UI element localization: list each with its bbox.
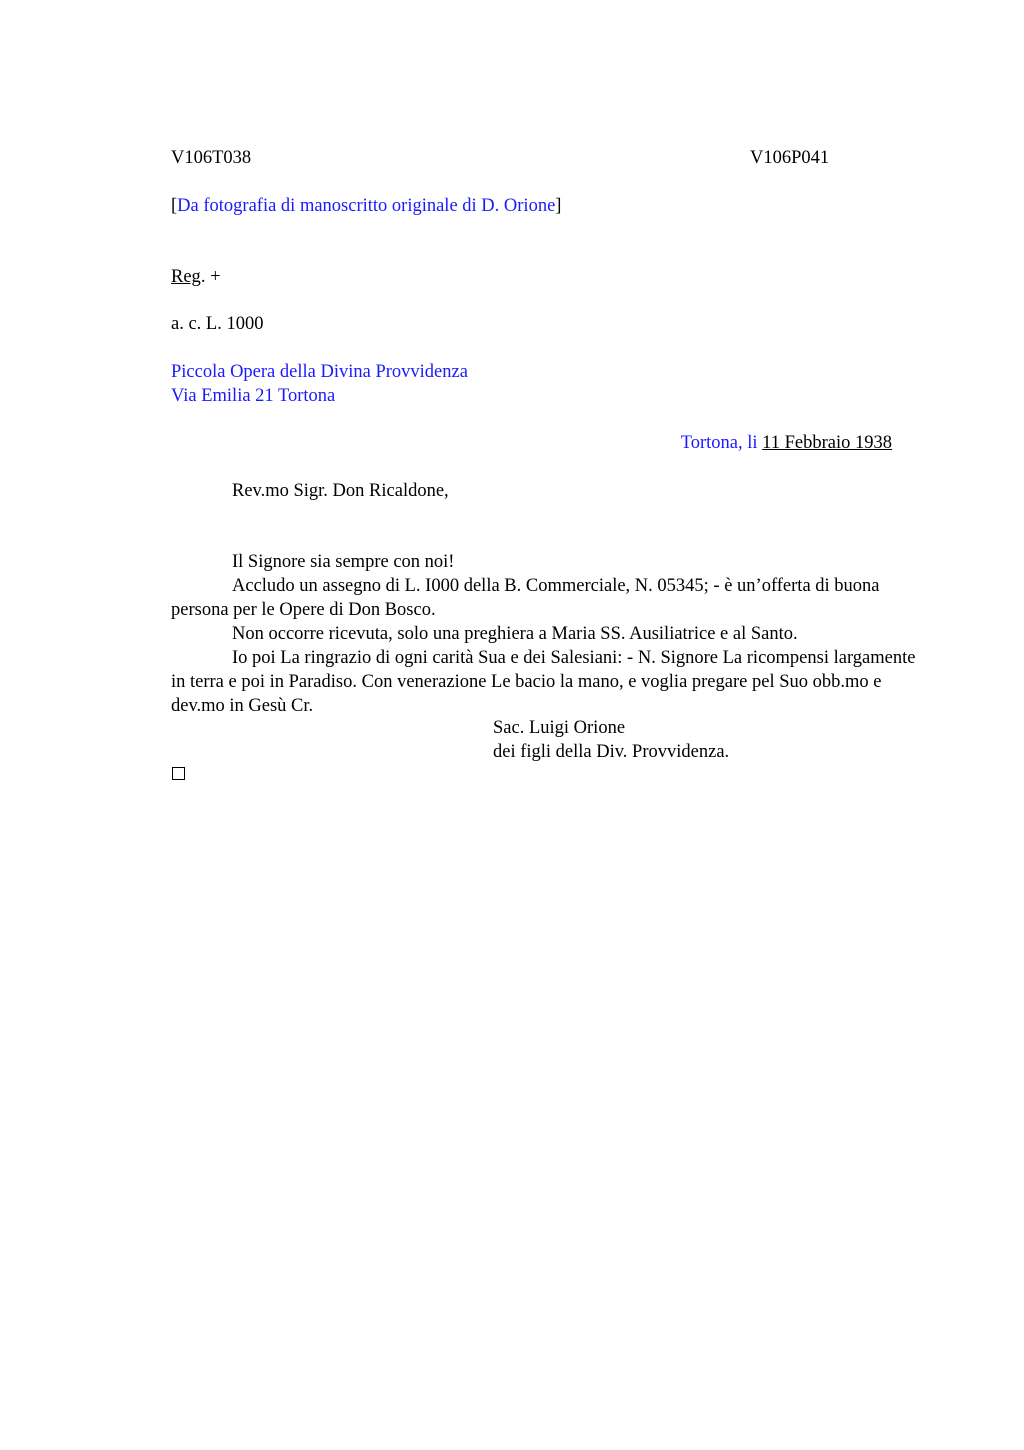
document-code-right: V106P041 [750,148,830,168]
date-place: Tortona, li [680,433,763,453]
empty-square-icon [172,767,185,780]
source-note [171,194,561,218]
registry-suffix: . + [200,267,221,287]
source-note-open-bracket: [ [171,196,178,216]
date-line [681,431,892,455]
letterhead-line-1: Piccola Opera della Divina Provvidenza [171,362,468,382]
source-note-close-bracket: ] [555,196,562,216]
salutation: Rev.mo Sigr. Don Ricaldone, [232,481,449,501]
date-value: 11 Febbraio 1938 [762,433,892,453]
registry-reg: Reg [171,267,201,287]
signature-line-2: dei figli della Div. Provvidenza. [493,742,730,762]
document-code-left: V106T038 [171,148,252,168]
letter-body [171,550,916,718]
source-note-text: Da fotografia di manoscritto originale di D. Orione [177,196,556,216]
letterhead-line-2: Via Emilia 21 Tortona [171,386,336,406]
signature-line-1: Sac. Luigi Orione [493,718,626,738]
body-paragraph-4: Io poi La ringrazio di ogni carità Sua e dei Salesiani: - N. Signore La ricompensi largamente in terra e poi in Paradiso. Con venerazione Le bacio la mano, e voglia pregare pel Suo obb.mo e dev.mo in Gesù Cr. [171,648,916,716]
body-paragraph-2: Accludo un assegno di L. I000 della B. Commerciale, N. 05345; - è un’offerta di buona persona per le Opere di Don Bosco. [171,576,880,620]
registry-line [171,265,221,289]
amount-note: a. c. L. 1000 [171,314,264,334]
body-paragraph-1: Il Signore sia sempre con noi! [232,552,455,572]
body-paragraph-3: Non occorre ricevuta, solo una preghiera a Maria SS. Ausiliatrice e al Santo. [232,624,798,644]
